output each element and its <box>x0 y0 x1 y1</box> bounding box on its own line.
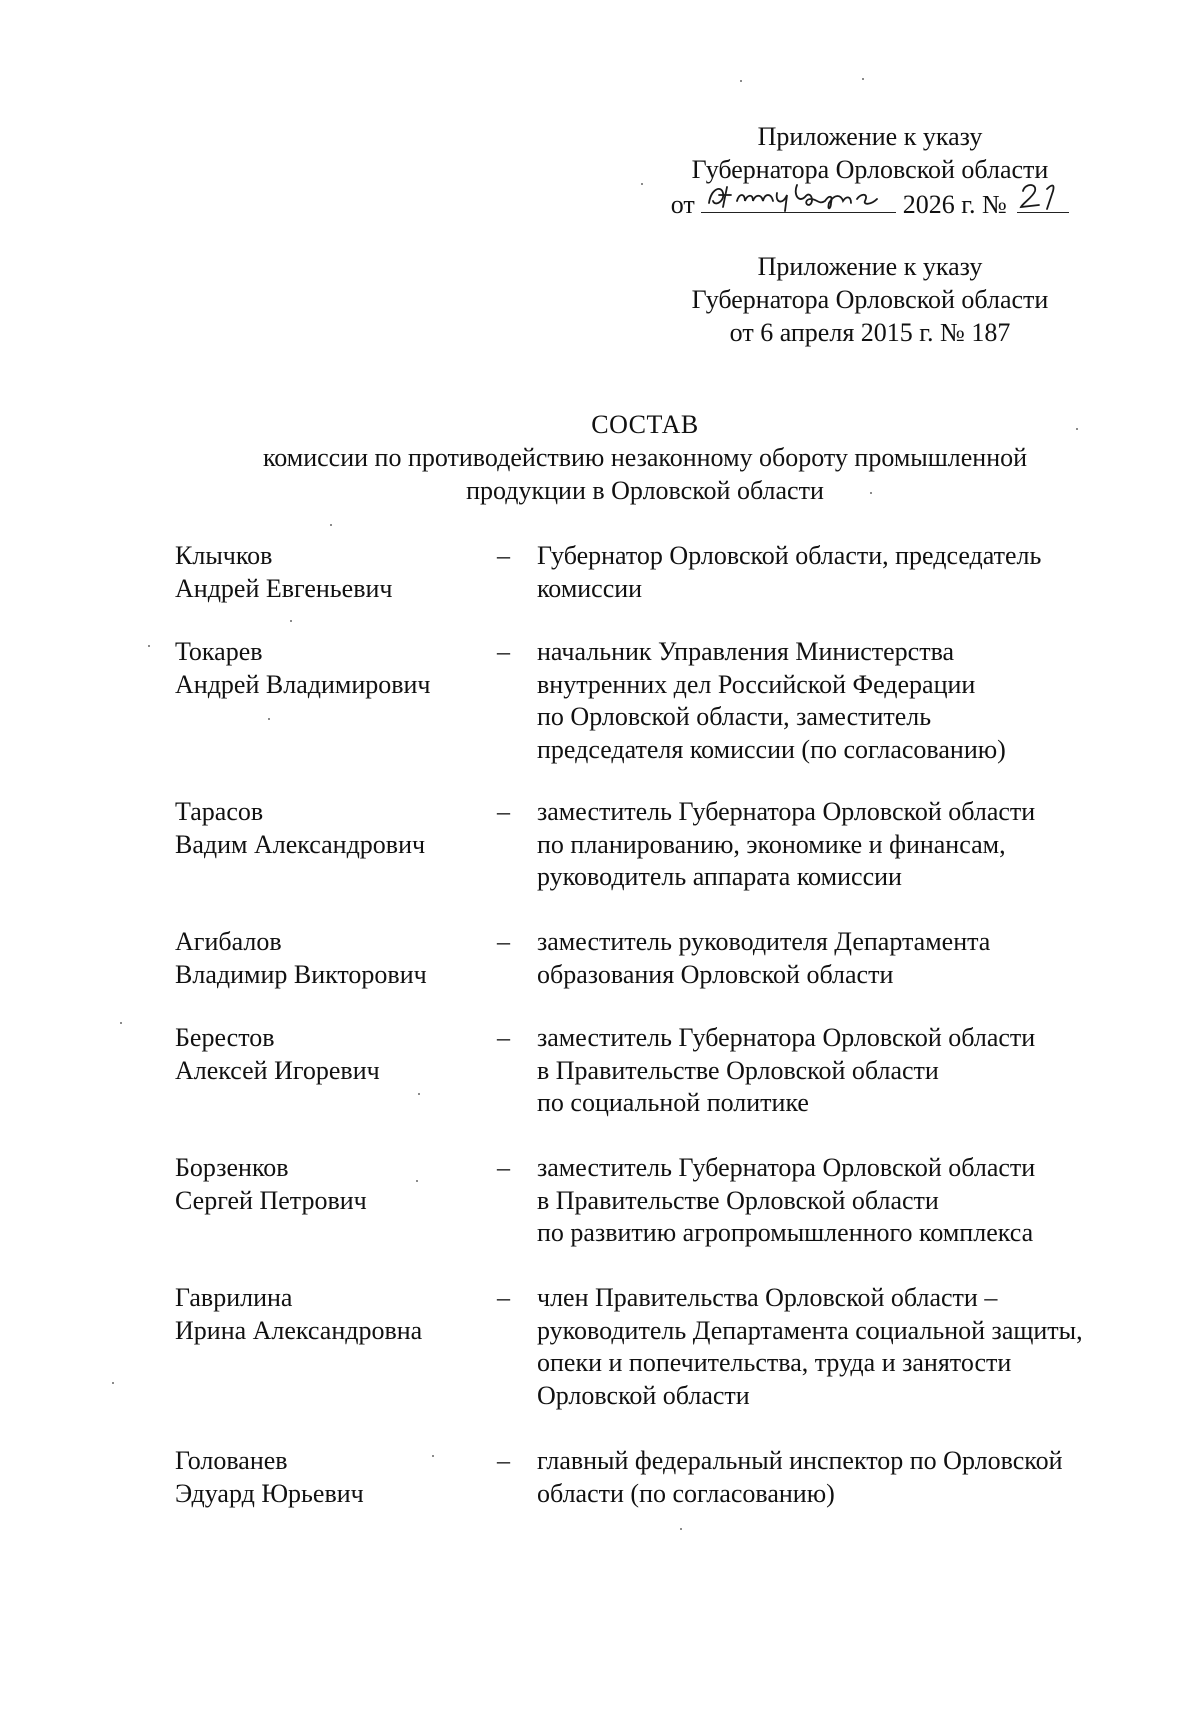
member-role <box>537 1152 1137 1250</box>
title-heading: СОСТАВ <box>591 410 699 439</box>
member-role-line: по Орловской области, заместитель <box>537 702 932 731</box>
member-role-line: в Правительстве Орловской области <box>537 1055 939 1085</box>
title-line1: комиссии по противодействию незаконному обороту промышленной <box>262 443 1028 472</box>
member-given-name: Андрей Владимирович <box>175 669 431 699</box>
member-role-line: Орловской области <box>537 1380 750 1410</box>
member-role-line: по развитию агропромышленного комплекса <box>537 1218 1034 1247</box>
annex-current-line2: Губернатора Орловской области <box>691 155 1049 184</box>
member-given-name: Сергей Петрович <box>175 1185 367 1215</box>
scan-speck <box>680 1528 682 1530</box>
member-role-line: руководитель аппарата комиссии <box>537 862 902 891</box>
member-name <box>175 1152 475 1217</box>
annex-original-line3: от 6 апреля 2015 г. № 187 <box>729 318 1011 347</box>
handwritten-date-signature <box>701 186 896 213</box>
scan-speck <box>330 524 332 526</box>
member-surname: Агибалов <box>175 927 282 956</box>
member-name <box>175 1445 475 1510</box>
member-name <box>175 540 475 605</box>
annex-original-line1: Приложение к указу <box>757 252 983 281</box>
member-role <box>537 926 1137 991</box>
member-given-name: Владимир Викторович <box>175 959 427 989</box>
annex-original-line2: Губернатора Орловской области <box>691 285 1049 314</box>
member-role-line: заместитель руководителя Департамента <box>537 927 991 956</box>
member-dash: – <box>497 927 510 956</box>
scan-speck <box>112 1382 114 1384</box>
scan-speck <box>290 620 292 622</box>
member-role-line: член Правительства Орловской области – <box>537 1283 998 1312</box>
member-role <box>537 1022 1137 1120</box>
member-surname: Тарасов <box>175 797 264 826</box>
member-role-line: комиссии <box>537 573 643 603</box>
member-role <box>537 540 1137 605</box>
scan-speck <box>641 183 643 185</box>
member-given-name: Эдуард Юрьевич <box>175 1478 364 1508</box>
member-role <box>537 796 1137 894</box>
scan-speck <box>862 78 864 80</box>
member-dash: – <box>497 797 510 826</box>
scan-speck <box>416 1180 418 1182</box>
scan-speck <box>120 1022 122 1024</box>
member-surname: Клычков <box>175 541 273 570</box>
member-role-line: в Правительстве Орловской области <box>537 1185 939 1215</box>
member-name <box>175 796 475 861</box>
scan-speck <box>268 718 270 720</box>
member-role-line: области (по согласованию) <box>537 1478 835 1508</box>
member-dash: – <box>497 1446 510 1475</box>
member-name <box>175 1282 475 1347</box>
member-role-line: образования Орловской области <box>537 959 894 989</box>
member-role <box>537 1282 1137 1412</box>
member-dash: – <box>497 1153 510 1182</box>
member-role-line: начальник Управления Министерства <box>537 637 955 666</box>
member-role-line: руководитель Департамента социальной защиты, <box>537 1315 1083 1345</box>
scan-speck <box>148 645 150 647</box>
member-role-line: заместитель Губернатора Орловской области <box>537 1153 1036 1182</box>
member-given-name: Вадим Александрович <box>175 829 426 859</box>
member-surname: Гаврилина <box>175 1283 293 1312</box>
annex-original-header <box>640 250 1100 349</box>
member-role-line: внутренних дел Российской Федерации <box>537 669 976 699</box>
member-name <box>175 1022 475 1087</box>
member-given-name: Андрей Евгеньевич <box>175 573 393 603</box>
annex-current-header <box>640 120 1100 221</box>
title-line2: продукции в Орловской области <box>466 476 824 505</box>
member-role <box>537 636 1137 766</box>
member-role-line: заместитель Губернатора Орловской области <box>537 797 1036 826</box>
member-role-line: по планированию, экономике и финансам, <box>537 829 1006 859</box>
annex-current-prefix: от <box>670 190 695 219</box>
member-dash: – <box>497 1023 510 1052</box>
member-surname: Берестов <box>175 1023 275 1052</box>
member-dash: – <box>497 541 510 570</box>
member-role <box>537 1445 1137 1510</box>
member-role-line: главный федеральный инспектор по Орловской <box>537 1446 1063 1475</box>
member-surname: Борзенков <box>175 1153 289 1182</box>
member-dash: – <box>497 1283 510 1312</box>
member-name <box>175 926 475 991</box>
member-given-name: Алексей Игоревич <box>175 1055 380 1085</box>
member-name <box>175 636 475 701</box>
scan-speck <box>418 1093 420 1095</box>
member-role-line: председателя комиссии (по согласованию) <box>537 734 1006 764</box>
member-role-line: Губернатор Орловской области, председатель <box>537 541 1042 570</box>
member-given-name: Ирина Александровна <box>175 1315 423 1345</box>
member-role-line: опеки и попечительства, труда и занятости <box>537 1348 1012 1377</box>
member-role-line: заместитель Губернатора Орловской области <box>537 1023 1036 1052</box>
member-dash: – <box>497 637 510 666</box>
scan-speck <box>740 80 742 82</box>
annex-current-year-part: 2026 г. № <box>902 190 1007 219</box>
scan-speck <box>432 1455 434 1457</box>
document-title <box>150 408 1140 507</box>
annex-current-line1: Приложение к указу <box>757 122 983 151</box>
annex-current-line3 <box>640 186 1100 221</box>
scan-speck <box>1076 428 1078 430</box>
scan-speck <box>870 492 872 494</box>
member-surname: Токарев <box>175 637 263 666</box>
member-role-line: по социальной политике <box>537 1088 809 1117</box>
handwritten-decree-number <box>1017 186 1069 213</box>
member-surname: Голованев <box>175 1446 288 1475</box>
